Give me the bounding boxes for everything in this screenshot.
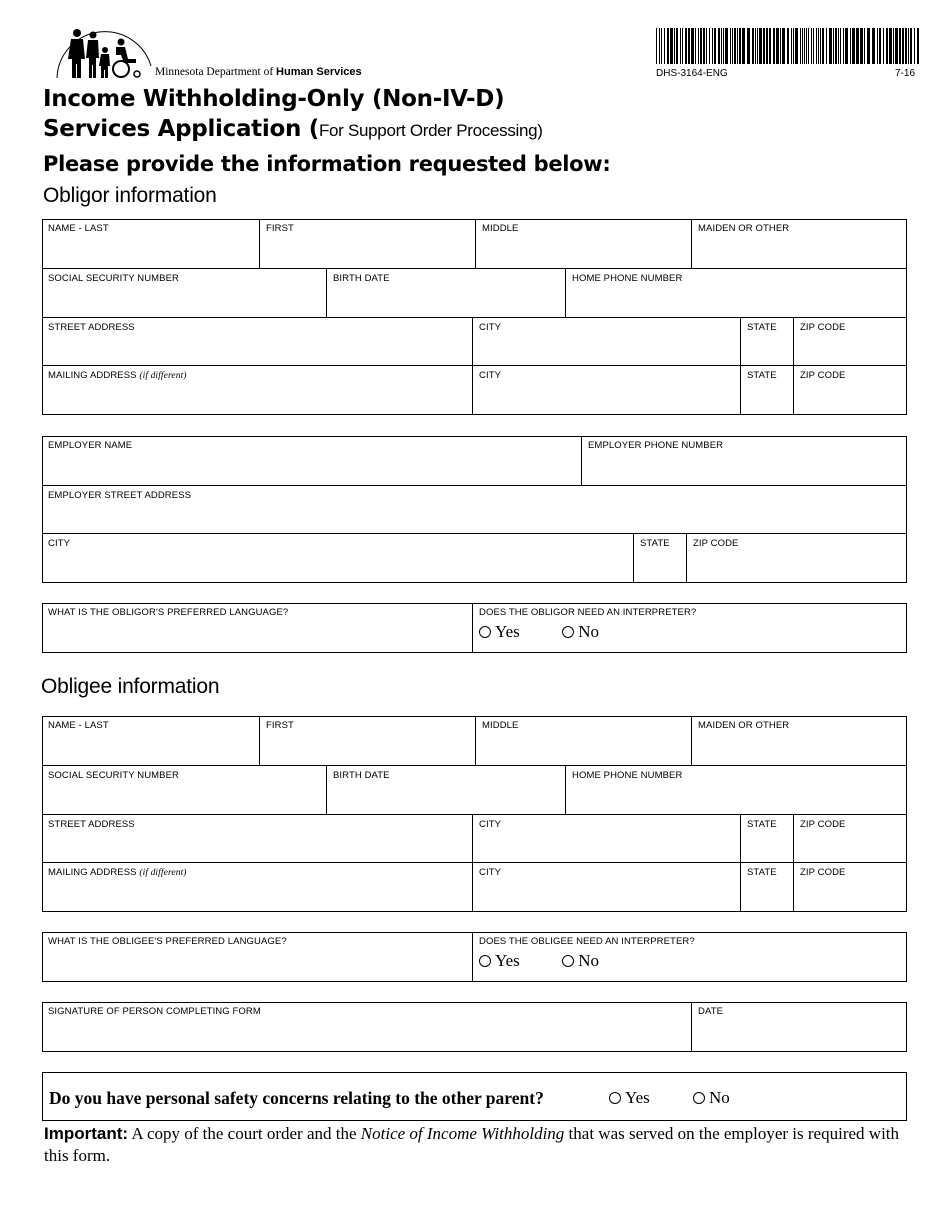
obligee-mailing-zip-cell[interactable]: ZIP CODE bbox=[793, 862, 907, 912]
employer-state-input[interactable] bbox=[638, 562, 683, 580]
signature-table bbox=[42, 1002, 907, 1052]
obligee-interpreter-no[interactable]: No bbox=[562, 951, 599, 971]
title-line-2: Services Application (For Support Order Processing) bbox=[43, 116, 543, 142]
obligee-personal-table bbox=[42, 716, 907, 912]
obligor-maiden-cell[interactable]: MAIDEN OR OTHER bbox=[691, 219, 907, 269]
obligee-mailing-input[interactable] bbox=[46, 891, 469, 909]
obligor-interpreter-cell: DOES THE OBLIGOR NEED AN INTERPRETER? Yes No bbox=[472, 603, 907, 652]
signature-cell[interactable]: SIGNATURE OF PERSON COMPLETING FORM bbox=[42, 1002, 692, 1051]
obligor-interpreter-no[interactable]: No bbox=[562, 622, 599, 642]
obligor-city-cell[interactable]: CITY bbox=[472, 317, 741, 366]
employer-zip-input[interactable] bbox=[691, 562, 903, 580]
obligee-interpreter-yes[interactable]: Yes bbox=[479, 951, 520, 971]
obligee-state-input[interactable] bbox=[745, 842, 790, 860]
obligee-language-input[interactable] bbox=[46, 960, 469, 978]
employer-zip-cell[interactable]: ZIP CODE bbox=[686, 533, 907, 583]
obligor-zip-input[interactable] bbox=[798, 345, 903, 363]
signature-date-cell[interactable]: DATE bbox=[691, 1002, 907, 1051]
obligee-heading: Obligee information bbox=[41, 675, 220, 698]
employer-table bbox=[42, 436, 907, 583]
obligor-street-cell[interactable]: STREET ADDRESS bbox=[42, 317, 473, 366]
obligee-language-cell[interactable]: WHAT IS THE OBLIGEE'S PREFERRED LANGUAGE? bbox=[42, 932, 473, 981]
obligee-birth-date-cell[interactable]: BIRTH DATE bbox=[326, 765, 566, 815]
form-code: DHS-3164-ENG bbox=[656, 68, 728, 79]
employer-city-input[interactable] bbox=[46, 562, 630, 580]
obligee-middle-input[interactable] bbox=[480, 745, 688, 763]
obligor-ssn-input[interactable] bbox=[46, 297, 323, 315]
obligor-language-input[interactable] bbox=[46, 631, 469, 649]
obligee-name-last-input[interactable] bbox=[46, 745, 256, 763]
obligee-middle-cell[interactable]: MIDDLE bbox=[475, 716, 692, 766]
obligee-name-last-cell[interactable]: NAME - LAST bbox=[42, 716, 260, 766]
obligor-mailing-cell[interactable]: MAILING ADDRESS (if different) bbox=[42, 365, 473, 415]
obligor-first-input[interactable] bbox=[264, 248, 472, 266]
employer-name-input[interactable] bbox=[46, 465, 578, 483]
obligee-mailing-city-cell[interactable]: CITY bbox=[472, 862, 741, 912]
radio-circle-icon bbox=[479, 626, 491, 638]
radio-circle-icon bbox=[562, 626, 574, 638]
radio-circle-icon bbox=[562, 955, 574, 967]
obligor-name-last-cell[interactable]: NAME - LAST bbox=[42, 219, 260, 269]
obligor-state-cell[interactable]: STATE bbox=[740, 317, 794, 366]
title-line-1: Income Withholding-Only (Non-IV-D) bbox=[43, 86, 505, 112]
obligor-language-table bbox=[42, 603, 907, 653]
obligor-first-cell[interactable]: FIRST bbox=[259, 219, 476, 269]
obligee-maiden-cell[interactable]: MAIDEN OR OTHER bbox=[691, 716, 907, 766]
obligor-mailing-state-cell[interactable]: STATE bbox=[740, 365, 794, 415]
obligee-ssn-cell[interactable]: SOCIAL SECURITY NUMBER bbox=[42, 765, 327, 815]
obligor-language-cell[interactable]: WHAT IS THE OBLIGOR'S PREFERRED LANGUAGE? bbox=[42, 603, 473, 652]
employer-city-cell[interactable]: CITY bbox=[42, 533, 634, 583]
page-title bbox=[43, 84, 543, 146]
employer-street-input[interactable] bbox=[46, 513, 903, 531]
obligor-birth-date-input[interactable] bbox=[331, 297, 562, 315]
obligor-ssn-cell[interactable]: SOCIAL SECURITY NUMBER bbox=[42, 268, 327, 318]
obligee-mailing-city-input[interactable] bbox=[477, 891, 737, 909]
radio-circle-icon bbox=[693, 1092, 705, 1104]
obligor-birth-date-cell[interactable]: BIRTH DATE bbox=[326, 268, 566, 318]
signature-date-input[interactable] bbox=[696, 1030, 903, 1048]
obligee-street-cell[interactable]: STREET ADDRESS bbox=[42, 814, 473, 863]
request-heading: Please provide the information requested below: bbox=[43, 152, 611, 176]
obligor-mailing-city-cell[interactable]: CITY bbox=[472, 365, 741, 415]
form-date: 7-16 bbox=[895, 68, 916, 79]
important-note: Important: A copy of the court order and the Notice of Income Withholding that was served on the employer is required with this form. bbox=[44, 1124, 900, 1165]
obligor-home-phone-input[interactable] bbox=[570, 297, 903, 315]
obligor-mailing-zip-cell[interactable]: ZIP CODE bbox=[793, 365, 907, 415]
obligee-mailing-state-input[interactable] bbox=[745, 891, 790, 909]
employer-street-cell[interactable]: EMPLOYER STREET ADDRESS bbox=[42, 485, 907, 534]
obligor-maiden-input[interactable] bbox=[696, 248, 903, 266]
safety-yes[interactable]: Yes bbox=[609, 1088, 650, 1108]
employer-phone-input[interactable] bbox=[586, 465, 903, 483]
safety-question: Do you have personal safety concerns relating to the other parent? bbox=[49, 1088, 544, 1108]
obligor-mailing-city-input[interactable] bbox=[477, 394, 737, 412]
obligor-mailing-input[interactable] bbox=[46, 394, 469, 412]
obligee-ssn-input[interactable] bbox=[46, 794, 323, 812]
safety-no[interactable]: No bbox=[693, 1088, 730, 1108]
obligee-maiden-input[interactable] bbox=[696, 745, 903, 763]
employer-phone-cell[interactable]: EMPLOYER PHONE NUMBER bbox=[581, 436, 907, 486]
family-logo-icon bbox=[55, 26, 155, 78]
obligee-state-cell[interactable]: STATE bbox=[740, 814, 794, 863]
obligor-heading: Obligor information bbox=[43, 184, 217, 207]
obligee-zip-input[interactable] bbox=[798, 842, 903, 860]
obligor-mailing-state-input[interactable] bbox=[745, 394, 790, 412]
obligee-interpreter-cell: DOES THE OBLIGEE NEED AN INTERPRETER? Yes No bbox=[472, 932, 907, 981]
safety-box bbox=[42, 1072, 907, 1121]
obligor-name-last-input[interactable] bbox=[46, 248, 256, 266]
obligor-middle-input[interactable] bbox=[480, 248, 688, 266]
obligee-zip-cell[interactable]: ZIP CODE bbox=[793, 814, 907, 863]
barcode-icon bbox=[656, 28, 922, 64]
signature-input[interactable] bbox=[46, 1030, 688, 1048]
obligee-birth-date-input[interactable] bbox=[331, 794, 562, 812]
barcode bbox=[656, 28, 922, 64]
obligor-state-input[interactable] bbox=[745, 345, 790, 363]
dhs-logo bbox=[55, 26, 155, 78]
obligee-city-cell[interactable]: CITY bbox=[472, 814, 741, 863]
obligor-interpreter-yes[interactable]: Yes bbox=[479, 622, 520, 642]
obligor-middle-cell[interactable]: MIDDLE bbox=[475, 219, 692, 269]
radio-circle-icon bbox=[609, 1092, 621, 1104]
employer-name-cell[interactable]: EMPLOYER NAME bbox=[42, 436, 582, 486]
obligee-home-phone-input[interactable] bbox=[570, 794, 903, 812]
obligor-zip-cell[interactable]: ZIP CODE bbox=[793, 317, 907, 366]
obligor-personal-table bbox=[42, 219, 907, 415]
obligor-mailing-zip-input[interactable] bbox=[798, 394, 903, 412]
obligee-city-input[interactable] bbox=[477, 842, 737, 860]
obligee-home-phone-cell[interactable]: HOME PHONE NUMBER bbox=[565, 765, 907, 815]
obligee-first-cell[interactable]: FIRST bbox=[259, 716, 476, 766]
agency-name: Minnesota Department of Human Services bbox=[155, 66, 362, 78]
employer-state-cell[interactable]: STATE bbox=[633, 533, 687, 583]
obligor-street-input[interactable] bbox=[46, 345, 469, 363]
obligee-mailing-cell[interactable]: MAILING ADDRESS (if different) bbox=[42, 862, 473, 912]
obligee-mailing-zip-input[interactable] bbox=[798, 891, 903, 909]
radio-circle-icon bbox=[479, 955, 491, 967]
obligor-home-phone-cell[interactable]: HOME PHONE NUMBER bbox=[565, 268, 907, 318]
obligor-city-input[interactable] bbox=[477, 345, 737, 363]
obligee-mailing-state-cell[interactable]: STATE bbox=[740, 862, 794, 912]
obligee-first-input[interactable] bbox=[264, 745, 472, 763]
obligee-street-input[interactable] bbox=[46, 842, 469, 860]
obligee-language-table bbox=[42, 932, 907, 982]
